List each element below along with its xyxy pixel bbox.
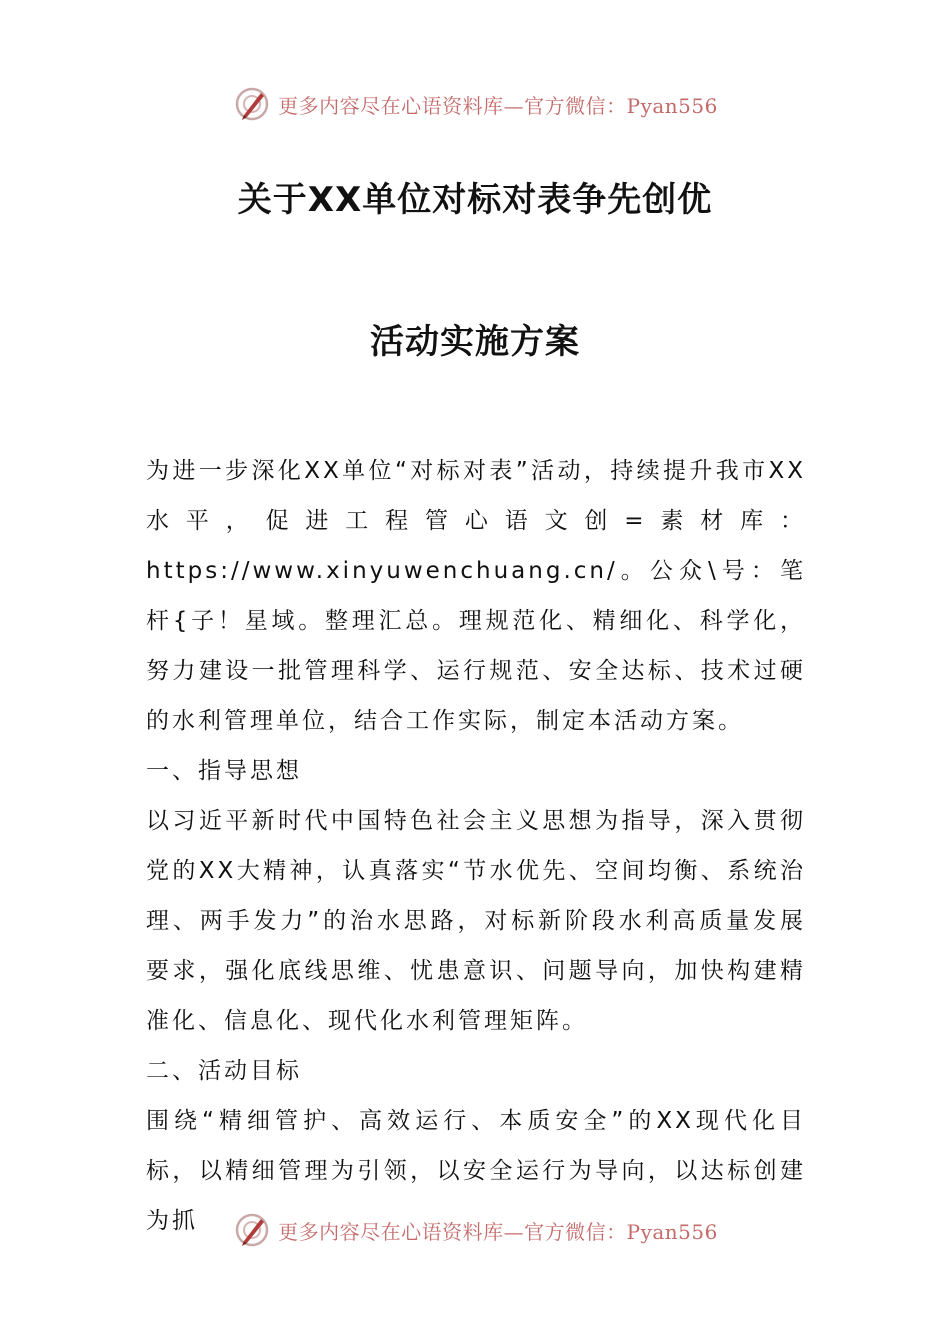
paragraph-activity-goals: 围绕“精细管护、高效运行、本质安全”的XX现代化目标，以精细管理为引领，以安全运行为导向，以达标创建为抓 bbox=[146, 1108, 806, 1234]
pen-logo-icon bbox=[232, 1210, 272, 1250]
watermark-text: 更多内容尽在心语资料库—官方微信：Pyan556 bbox=[278, 93, 718, 118]
footer-watermark bbox=[0, 1208, 950, 1252]
pen-logo-icon bbox=[232, 84, 272, 124]
section-heading-guiding-ideology: 一、指导思想 bbox=[146, 758, 302, 784]
document-body bbox=[146, 446, 806, 1246]
document-title-line1: 关于XX单位对标对表争先创优 bbox=[237, 180, 713, 220]
section-heading-activity-goals: 二、活动目标 bbox=[146, 1058, 302, 1084]
paragraph-guiding-ideology: 以习近平新时代中国特色社会主义思想为指导，深入贯彻党的XX大精神，认真落实“节水优先、空间均衡、系统治理、两手发力”的治水思路，对标新阶段水利高质量发展要求，强化底线思维、忧患意识、问题导向，加快构建精准化、信息化、现代化水利管理矩阵。 bbox=[146, 808, 806, 1034]
watermark-text: 更多内容尽在心语资料库—官方微信：Pyan556 bbox=[278, 1219, 718, 1244]
header-watermark bbox=[0, 82, 950, 126]
intro-paragraph: 为进一步深化XX单位“对标对表”活动，持续提升我市XX水平，促进工程管心语文创=素材库：https://www.xinyuwenchuang.cn/。公众\号：笔杆{子！星域。整理汇总。理规范化、精细化、科学化，努力建设一批管理科学、运行规范、安全达标、技术过硬的水利管理单位，结合工作实际，制定本活动方案。 bbox=[146, 458, 806, 734]
document-title-line2: 活动实施方案 bbox=[370, 322, 580, 362]
